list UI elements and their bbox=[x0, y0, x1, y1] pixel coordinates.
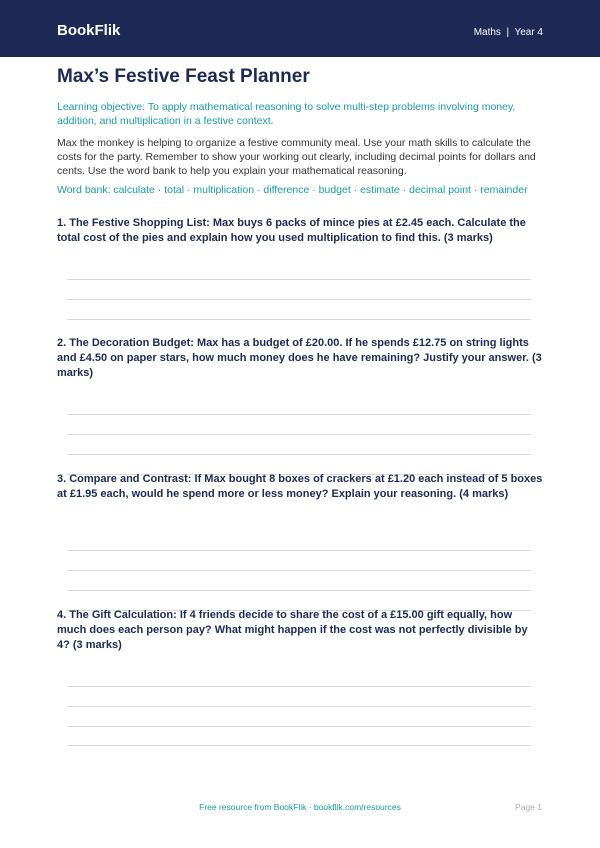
question-1: 1. The Festive Shopping List: Max buys 6 packs of mince pies at £2.45 each. Calculate the total cost of the pies and explain how you used multiplication to find this. (3 marks) bbox=[57, 217, 526, 244]
answer-line[interactable] bbox=[67, 299, 531, 300]
subject-year-label: Maths | Year 4 bbox=[473, 27, 543, 38]
footer-source-link[interactable]: Free resource from BookFlik · bookflik.com/resources bbox=[199, 802, 401, 812]
learning-objective: Learning objective: To apply mathematical reasoning to solve multi-step problems involving money, addition, and multiplication in a festive context. bbox=[57, 101, 516, 127]
header-bar bbox=[0, 0, 600, 57]
page-number: Page 1 bbox=[515, 802, 542, 812]
page-title: Max’s Festive Feast Planner bbox=[57, 66, 310, 87]
question-2: 2. The Decoration Budget: Max has a budget of £20.00. If he spends £12.75 on string lights and £4.50 on paper stars, how much money does he have remaining? Justify your answer. (3 marks) bbox=[57, 337, 542, 379]
answer-line[interactable] bbox=[67, 686, 531, 687]
brand-logo-text[interactable]: BookFlik bbox=[57, 22, 121, 39]
answer-line[interactable] bbox=[67, 454, 531, 455]
answer-line[interactable] bbox=[67, 279, 531, 280]
answer-line[interactable] bbox=[67, 570, 531, 571]
answer-line[interactable] bbox=[67, 590, 531, 591]
intro-paragraph: Max the monkey is helping to organize a festive community meal. Use your math skills to calculate the costs for the party. Remember to show your working out clearly, including decimal points for dollars and cents. Use the word bank to help you explain your mathematical reasoning. bbox=[57, 137, 536, 177]
answer-line[interactable] bbox=[67, 319, 531, 320]
answer-line[interactable] bbox=[67, 726, 531, 727]
question-4: 4. The Gift Calculation: If 4 friends decide to share the cost of a £15.00 gift equally, how much does each person pay? What might happen if the cost was not perfectly divisible by 4? (3 marks) bbox=[57, 609, 528, 651]
question-3: 3. Compare and Contrast: If Max bought 8 boxes of crackers at £1.20 each instead of 5 boxes at £1.95 each, would he spend more or less money? Explain your reasoning. (4 marks) bbox=[57, 473, 543, 500]
answer-line[interactable] bbox=[67, 745, 531, 746]
answer-line[interactable] bbox=[67, 550, 531, 551]
answer-line[interactable] bbox=[67, 434, 531, 435]
answer-line[interactable] bbox=[67, 414, 531, 415]
answer-line[interactable] bbox=[67, 706, 531, 707]
word-bank: Word bank: calculate · total · multiplication · difference · budget · estimate · decimal point · remainder bbox=[57, 184, 528, 196]
